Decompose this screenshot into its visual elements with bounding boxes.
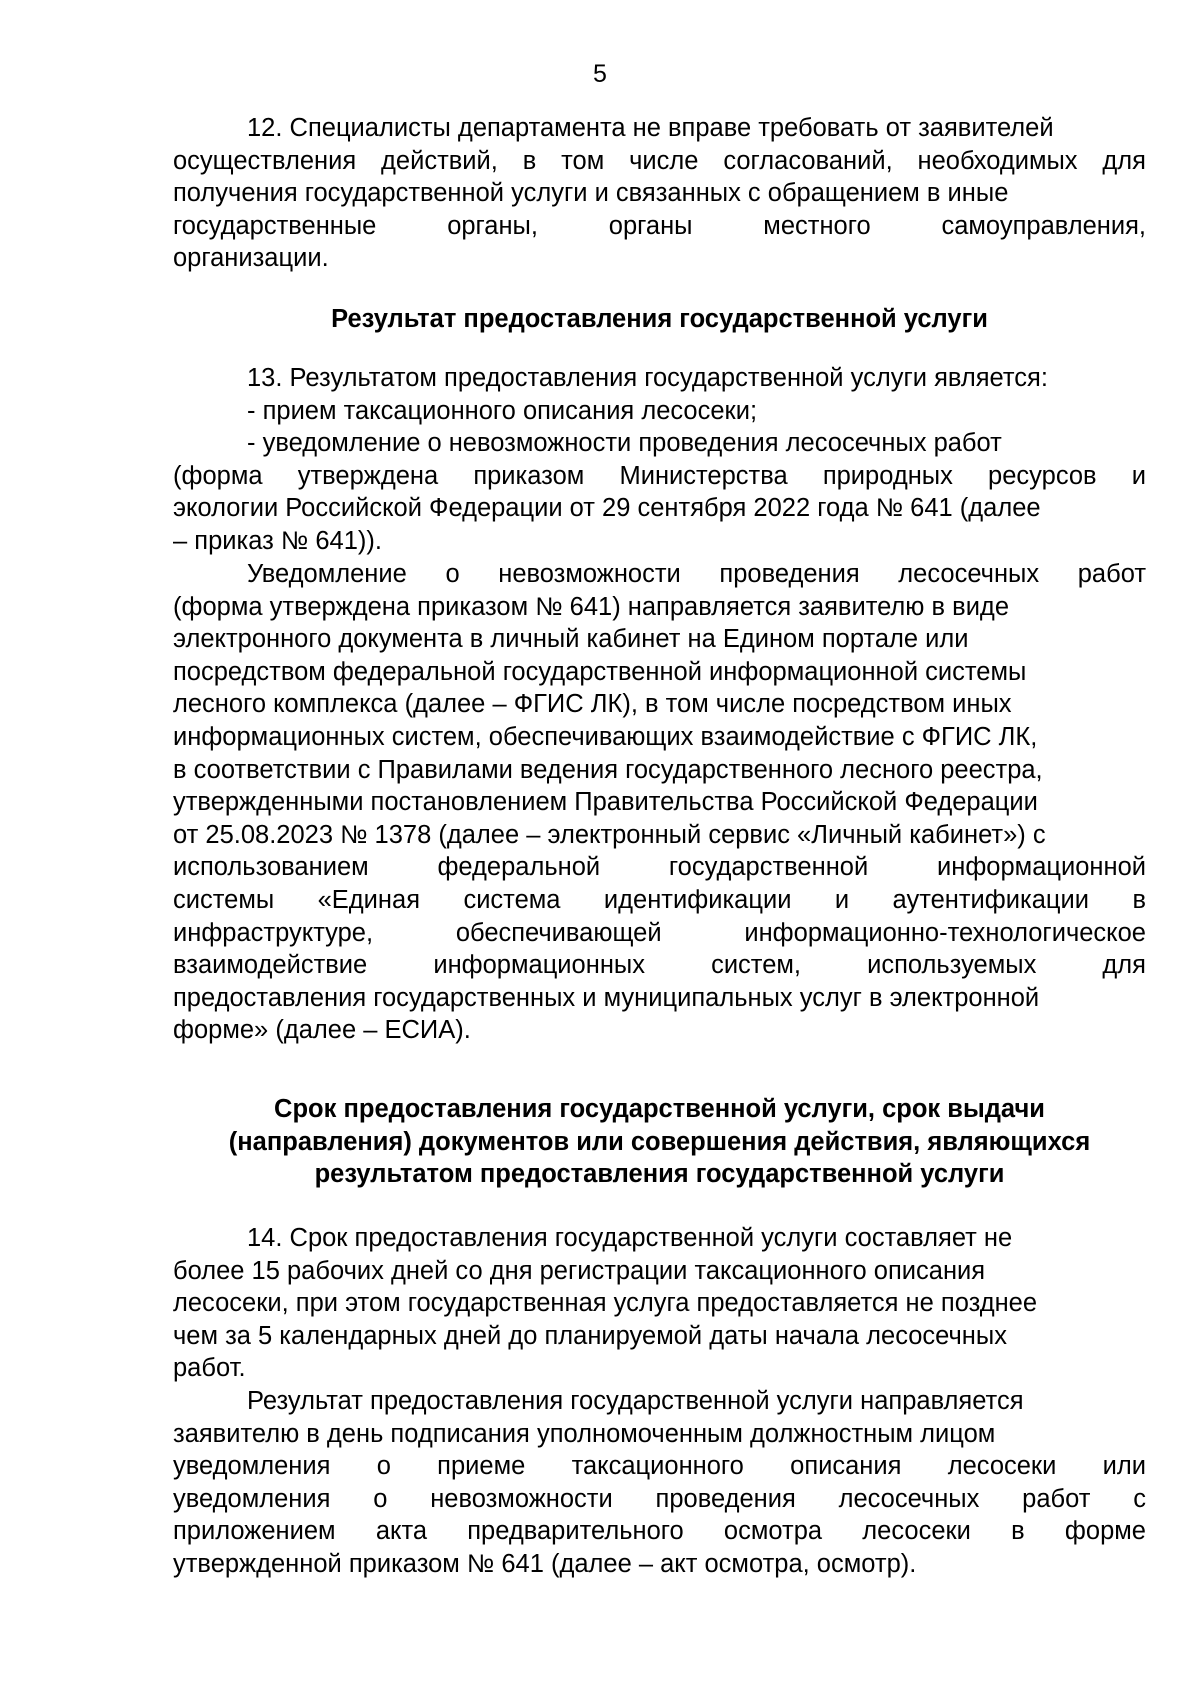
text-line: лесосеки, при этом государственная услуга предоставляется не позднее	[173, 1289, 1038, 1318]
text-line: 12. Специалисты департамента не вправе требовать от заявителей	[247, 114, 1054, 142]
text-line: получения государственной услуги и связанных с обращением в иные	[173, 179, 1009, 208]
paragraph-14-result	[173, 1385, 1146, 1581]
text-line: утвержденной приказом № 641 (далее – акт осмотра, осмотр).	[173, 1549, 917, 1578]
text-line: от 25.08.2023 № 1378 (далее – электронный сервис «Личный кабинет») с	[173, 820, 1046, 849]
text-line: (форма утверждена приказом № 641) направляется заявителю в виде	[173, 592, 1009, 621]
text-line: инфраструктуре, обеспечивающей информационно-технологическое	[173, 918, 1146, 947]
text-line: информационных систем, обеспечивающих взаимодействие с ФГИС ЛК,	[173, 722, 1038, 751]
text-line: системы «Единая система идентификации и аутентификации в	[173, 885, 1146, 914]
heading-line: (направления) документов или совершения действия, являющихся	[228, 1127, 1091, 1156]
text-line: заявителю в день подписания уполномоченным должностным лицом	[173, 1419, 996, 1448]
heading-line: Срок предоставления государственной услуги, срок выдачи	[274, 1095, 1045, 1123]
text-line: более 15 рабочих дней со дня регистрации таксационного описания	[173, 1256, 986, 1285]
text-line: утвержденными постановлением Правительства Российской Федерации	[173, 788, 1038, 817]
text-line: осуществления действий, в том числе согласований, необходимых для	[173, 146, 1146, 175]
section-heading-term	[173, 1093, 1146, 1191]
text-line: - прием таксационного описания лесосеки;	[247, 396, 758, 425]
text-line: предоставления государственных и муниципальных услуг в электронной	[173, 983, 1040, 1012]
text-line: 14. Срок предоставления государственной услуги составляет не	[247, 1224, 1013, 1252]
section-heading: Результат предоставления государственной услуги	[331, 305, 988, 333]
section-heading-result	[173, 303, 1146, 336]
text-line: чем за 5 календарных дней до планируемой даты начала лесосечных	[173, 1321, 1007, 1350]
text-line: в соответствии с Правилами ведения государственного лесного реестра,	[173, 755, 1043, 784]
text-line: экологии Российской Федерации от 29 сентября 2022 года № 641 (далее	[173, 494, 1041, 523]
paragraph-13	[173, 362, 1146, 558]
paragraph-13-notice	[173, 558, 1146, 1047]
text-line: уведомления о невозможности проведения лесосечных работ с	[173, 1484, 1146, 1513]
text-line: – приказ № 641)).	[173, 526, 382, 555]
text-line: приложением акта предварительного осмотра лесосеки в форме	[173, 1517, 1146, 1546]
paragraph-12	[173, 112, 1146, 275]
text-line: работ.	[173, 1354, 246, 1383]
text-line: лесного комплекса (далее – ФГИС ЛК), в том числе посредством иных	[173, 690, 1012, 719]
text-line: государственные органы, органы местного самоуправления,	[173, 211, 1146, 240]
text-line: 13. Результатом предоставления государственной услуги является:	[247, 364, 1048, 392]
section-heading	[173, 1093, 1146, 1191]
text-line: взаимодействие информационных систем, используемых для	[173, 951, 1146, 980]
text-line: форме» (далее – ЕСИА).	[173, 1016, 471, 1045]
page-number: 5	[593, 60, 607, 88]
text-line: Уведомление о невозможности проведения лесосечных работ	[247, 560, 1146, 588]
text-line: электронного документа в личный кабинет на Едином портале или	[173, 625, 969, 654]
text-line: уведомления о приеме таксационного описания лесосеки или	[173, 1452, 1146, 1481]
heading-line: результатом предоставления государственной услуги	[314, 1160, 1005, 1189]
text-line: использованием федеральной государственной информационной	[173, 853, 1146, 882]
text-line: Результат предоставления государственной услуги направляется	[247, 1387, 1024, 1415]
text-line: (форма утверждена приказом Министерства природных ресурсов и	[173, 461, 1146, 490]
text-line: организации.	[173, 244, 329, 273]
text-line: посредством федеральной государственной информационной системы	[173, 657, 1027, 686]
paragraph-14	[173, 1222, 1146, 1385]
text-line: - уведомление о невозможности проведения лесосечных работ	[247, 429, 1002, 458]
